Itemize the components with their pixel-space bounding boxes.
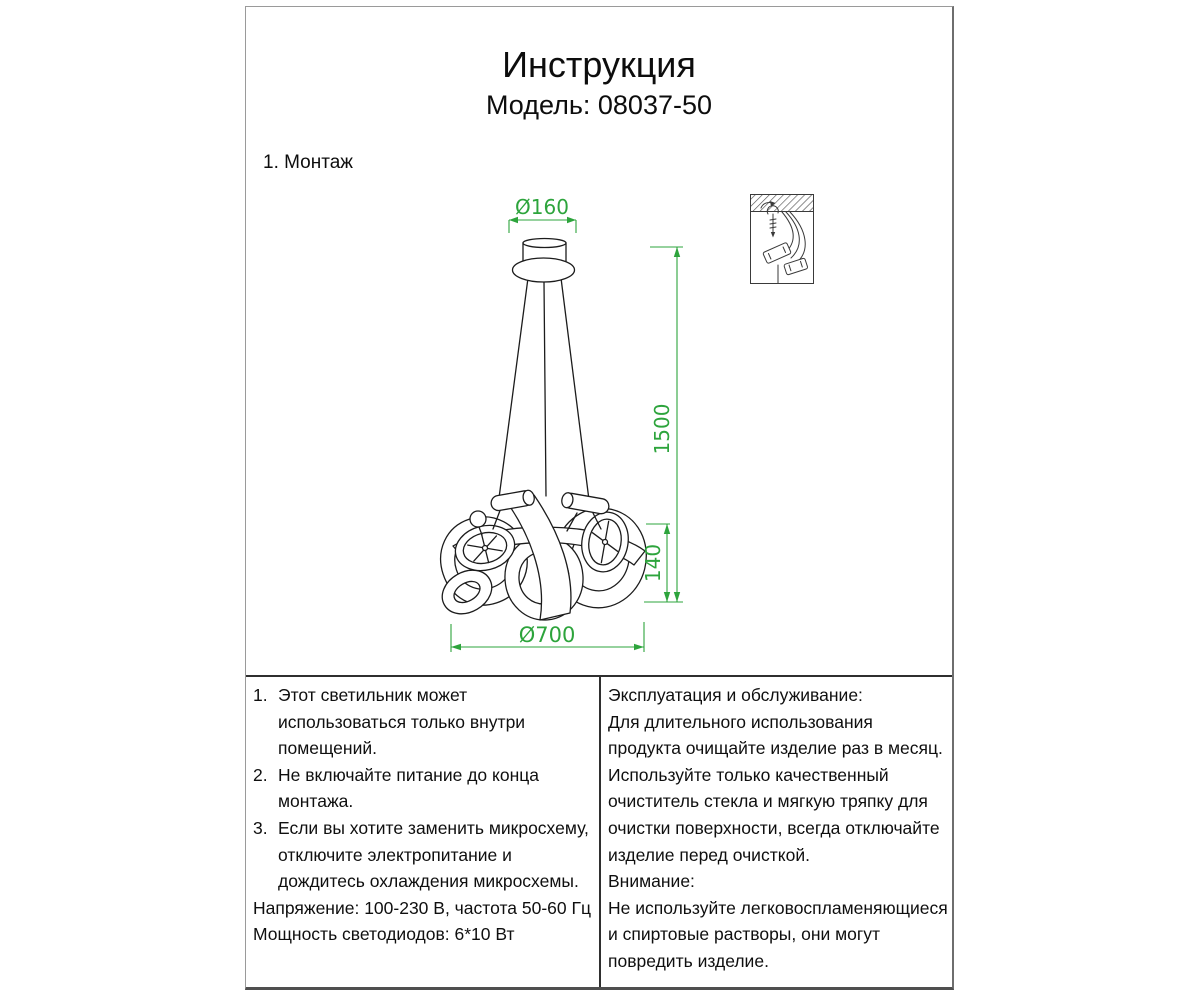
- lamp-body-knot: [429, 489, 656, 623]
- warning-paragraph: Не используйте легковоспламеняющиеся и спиртовые растворы, они могут повредить изделие.: [608, 897, 948, 971]
- list-item-number: 3.: [253, 817, 268, 838]
- section-heading: 1. Монтаж: [263, 152, 353, 173]
- suspension-cables: [499, 278, 589, 500]
- led-power-spec: Мощность светодиодов: 6*10 Вт: [253, 924, 515, 945]
- list-item-text: Если вы хотите заменить микросхему, отключите электропитание и дождитесь охлаждения микросхемы.: [278, 817, 589, 892]
- maintenance-heading: Эксплуатация и обслуживание:: [608, 685, 863, 705]
- pendant-lamp-drawing: [429, 239, 656, 624]
- ceiling-canopy: [513, 239, 575, 283]
- dimension-canopy-diameter: Ø160: [515, 195, 569, 219]
- model-line: Модель: 08037-50: [485, 90, 713, 120]
- list-item: [253, 682, 598, 762]
- maintenance-paragraph: Для длительного использования продукта очищайте изделие раз в месяц.: [608, 711, 943, 759]
- list-item: [253, 815, 598, 895]
- ceiling-mount-detail: [751, 195, 814, 284]
- maintenance-paragraph: Используйте только качественный очиститель стекла и мягкую тряпку для очистки поверхности, всегда отключайте изделие перед очисткой.: [608, 764, 940, 865]
- voltage-spec: Напряжение: 100-230 В, частота 50-60 Гц: [253, 897, 591, 918]
- list-item: [253, 762, 598, 815]
- list-item-number: 2.: [253, 764, 268, 785]
- list-item-number: 1.: [253, 685, 268, 705]
- list-item-text: Не включайте питание до конца монтажа.: [278, 764, 540, 812]
- maintenance-column: [601, 677, 952, 987]
- safety-notes-column: [246, 677, 601, 987]
- dimension-body-diameter: Ø700: [518, 623, 576, 647]
- instruction-sheet: [245, 6, 954, 990]
- dimension-body-height: 140: [641, 543, 665, 583]
- page-title: Инструкция: [502, 44, 696, 85]
- dimension-overall-height: 1500: [650, 403, 674, 455]
- list-item-text: Этот светильник может использоваться только внутри помещений.: [278, 685, 526, 759]
- warning-heading: Внимание:: [608, 871, 695, 892]
- notes-table: [246, 675, 952, 987]
